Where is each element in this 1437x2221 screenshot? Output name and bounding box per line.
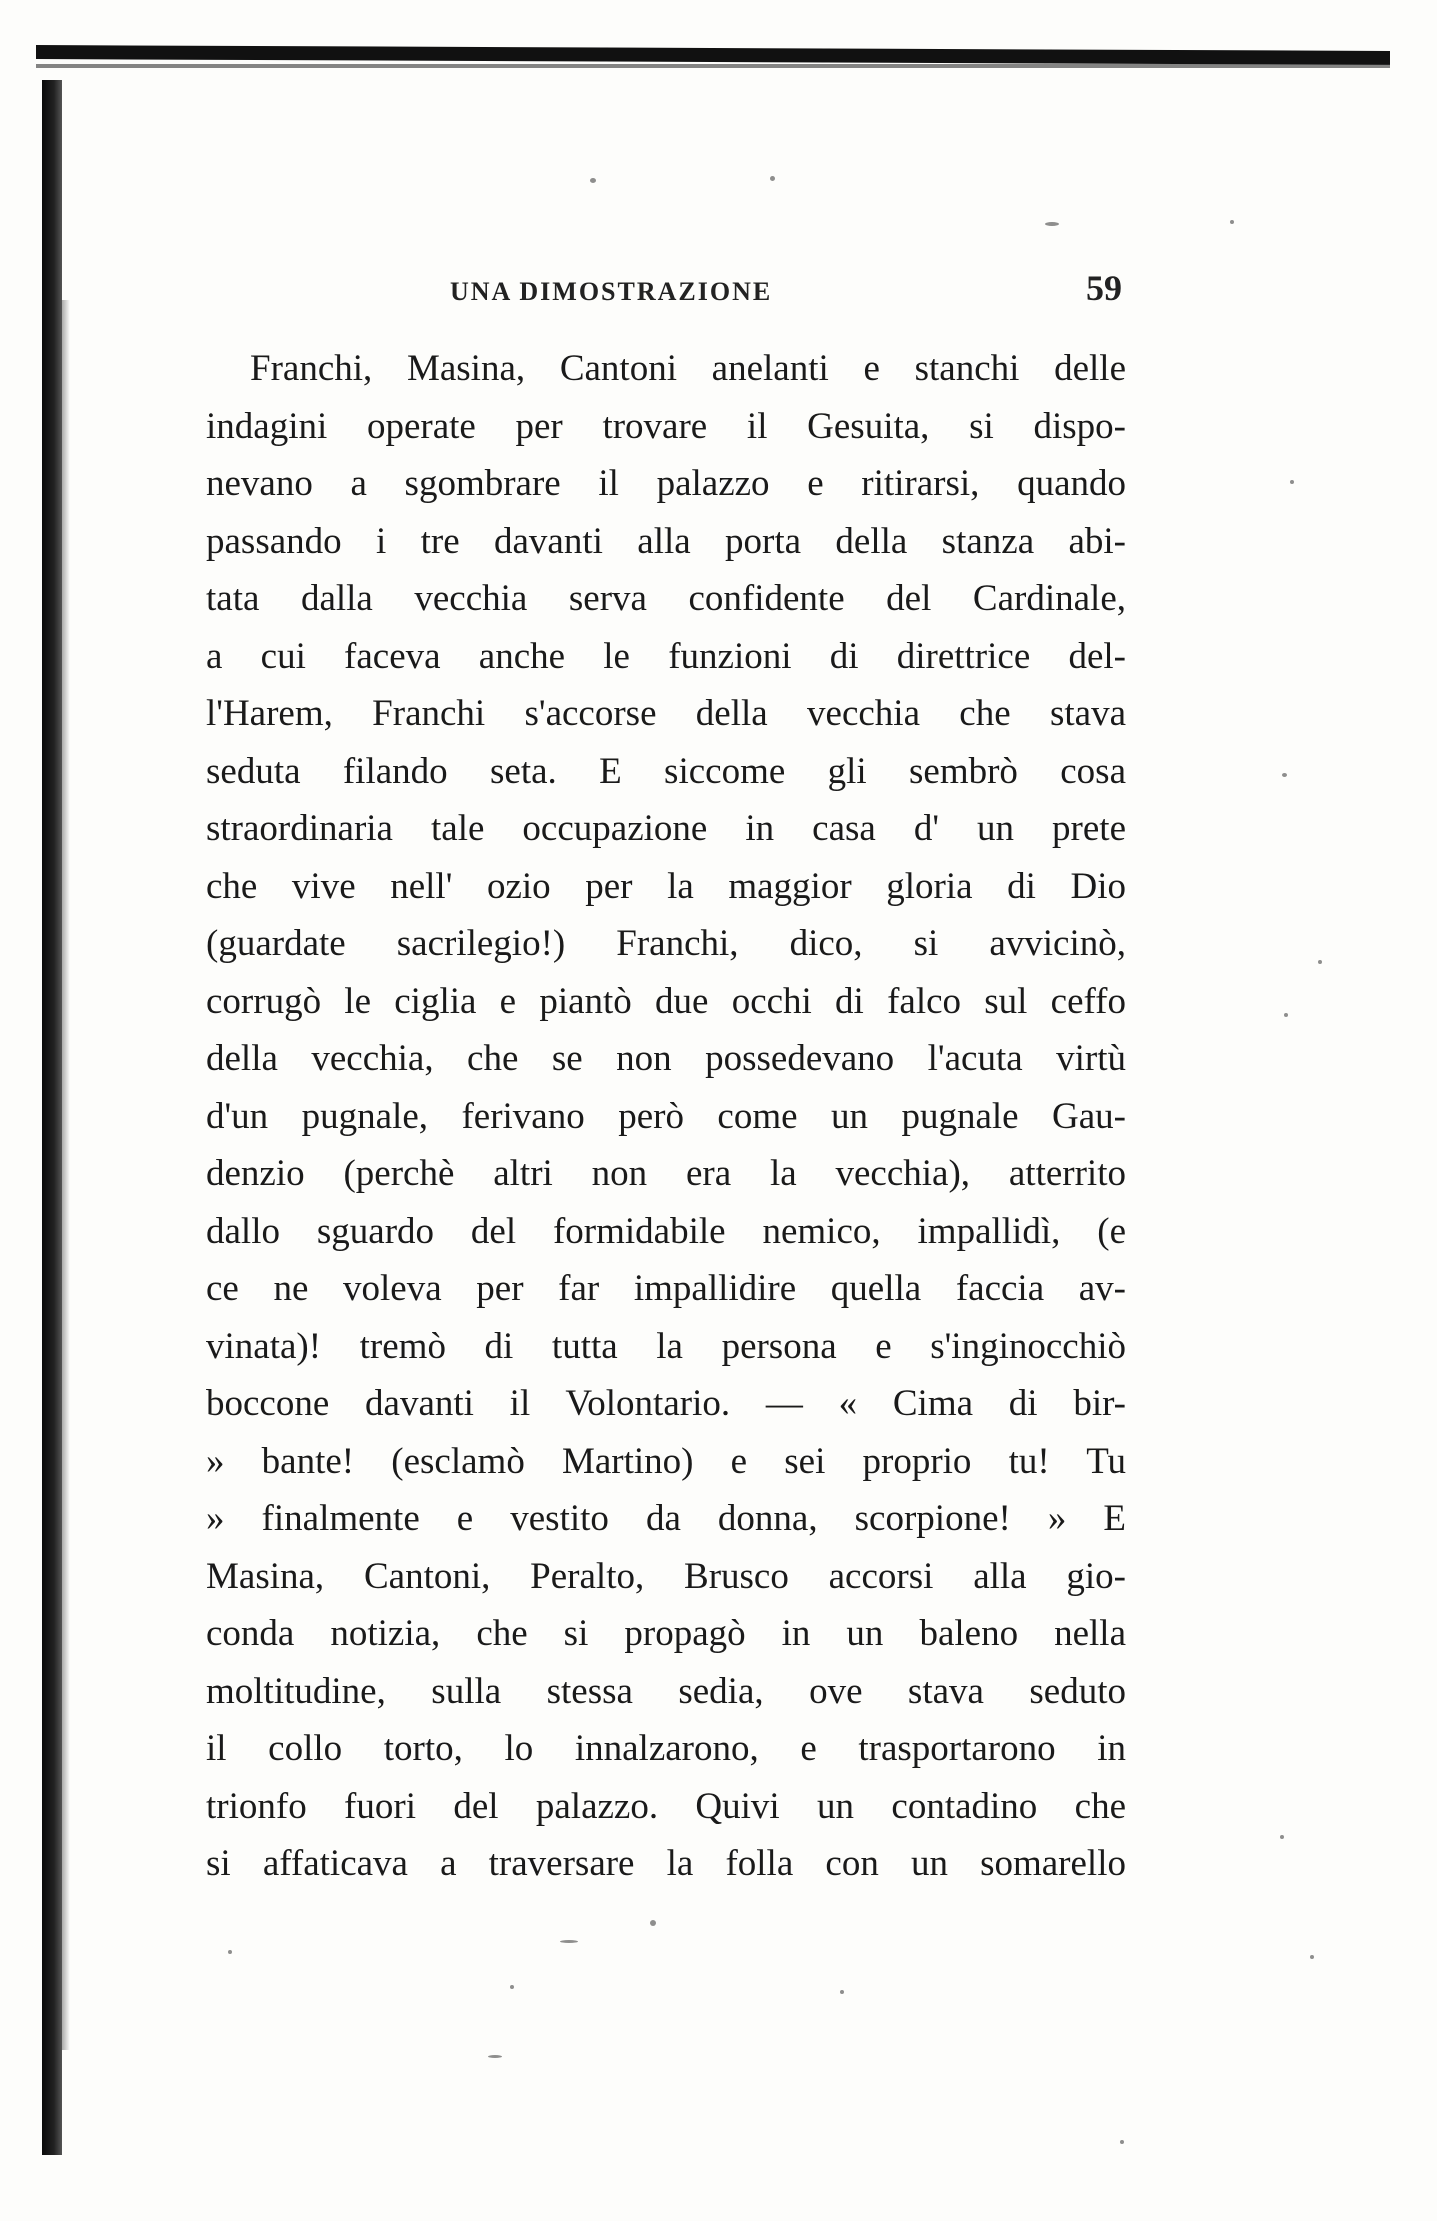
page-number: 59 bbox=[1086, 268, 1122, 308]
page-top-edge bbox=[36, 45, 1390, 65]
text-line: trionfo fuori del palazzo. Quivi un contadino che bbox=[206, 1785, 1126, 1827]
text-line: ce ne voleva per far impallidire quella faccia av- bbox=[206, 1268, 1126, 1309]
running-head bbox=[210, 268, 1140, 313]
scan-speck bbox=[1318, 960, 1322, 964]
text-line: vinata)! tremò di tutta la persona e s'inginocchiò bbox=[206, 1325, 1126, 1367]
text-line: (guardate sacrilegio!) Franchi, dico, si avvicinò, bbox=[206, 923, 1126, 964]
text-line: si affaticava a traversare la folla con un somarello bbox=[206, 1843, 1126, 1884]
text-line: boccone davanti il Volontario. — « Cima di bir- bbox=[206, 1383, 1126, 1424]
text-line: a cui faceva anche le funzioni di direttrice del- bbox=[206, 635, 1126, 677]
scan-speck bbox=[1310, 1955, 1314, 1959]
text-line: » bante! (esclamò Martino) e sei proprio tu! Tu bbox=[206, 1440, 1126, 1482]
text-line: seduta filando seta. E siccome gli sembrò cosa bbox=[206, 750, 1126, 792]
text-line: che vive nell' ozio per la maggior gloria di Dio bbox=[206, 865, 1126, 907]
scan-speck bbox=[1280, 1835, 1284, 1839]
body-text bbox=[206, 340, 1126, 1893]
book-spine-shadow bbox=[42, 80, 62, 2155]
scan-speck bbox=[650, 1920, 656, 1926]
text-line: moltitudine, sulla stessa sedia, ove stava seduto bbox=[206, 1670, 1126, 1712]
text-line: straordinaria tale occupazione in casa d' un prete bbox=[206, 808, 1126, 849]
scan-speck bbox=[1290, 480, 1294, 484]
text-line: dallo sguardo del formidabile nemico, impallidì, (e bbox=[206, 1210, 1126, 1252]
scan-speck bbox=[770, 176, 775, 181]
book-gutter-shade bbox=[62, 300, 70, 2050]
text-line: » finalmente e vestito da donna, scorpione! » E bbox=[206, 1498, 1126, 1539]
text-line: l'Harem, Franchi s'accorse della vecchia che stava bbox=[206, 693, 1126, 734]
scan-speck bbox=[1282, 773, 1287, 777]
text-line: il collo torto, lo innalzarono, e trasportarono in bbox=[206, 1728, 1126, 1769]
scan-speck bbox=[228, 1950, 232, 1954]
page-top-edge-shadow bbox=[36, 64, 1390, 68]
text-line: conda notizia, che si propagò in un baleno nella bbox=[206, 1613, 1126, 1654]
text-line: passando i tre davanti alla porta della stanza abi- bbox=[206, 520, 1126, 562]
scan-speck bbox=[510, 1985, 514, 1989]
scan-speck bbox=[590, 178, 596, 183]
text-line: indagini operate per trovare il Gesuita, si dispo- bbox=[206, 405, 1126, 447]
text-line: Masina, Cantoni, Peralto, Brusco accorsi alla gio- bbox=[206, 1555, 1126, 1597]
scan-speck bbox=[840, 1990, 844, 1994]
text-line: nevano a sgombrare il palazzo e ritirarsi, quando bbox=[206, 463, 1126, 504]
text-line: tata dalla vecchia serva confidente del Cardinale, bbox=[206, 578, 1126, 619]
text-line: Franchi, Masina, Cantoni anelanti e stanchi delle bbox=[250, 348, 1126, 389]
running-title: UNA DIMOSTRAZIONE bbox=[450, 277, 773, 306]
text-line: della vecchia, che se non possedevano l'acuta virtù bbox=[206, 1038, 1126, 1079]
text-line: denzio (perchè altri non era la vecchia), atterrito bbox=[206, 1153, 1126, 1194]
scan-speck bbox=[1230, 220, 1234, 224]
scan-speck bbox=[488, 2055, 502, 2058]
scan-speck bbox=[1120, 2140, 1124, 2144]
text-line: d'un pugnale, ferivano però come un pugnale Gau- bbox=[206, 1095, 1126, 1137]
scan-speck bbox=[1045, 222, 1059, 226]
scan-speck bbox=[560, 1940, 578, 1943]
scan-speck bbox=[1284, 1013, 1288, 1017]
text-line: corrugò le ciglia e piantò due occhi di falco sul ceffo bbox=[206, 980, 1126, 1022]
